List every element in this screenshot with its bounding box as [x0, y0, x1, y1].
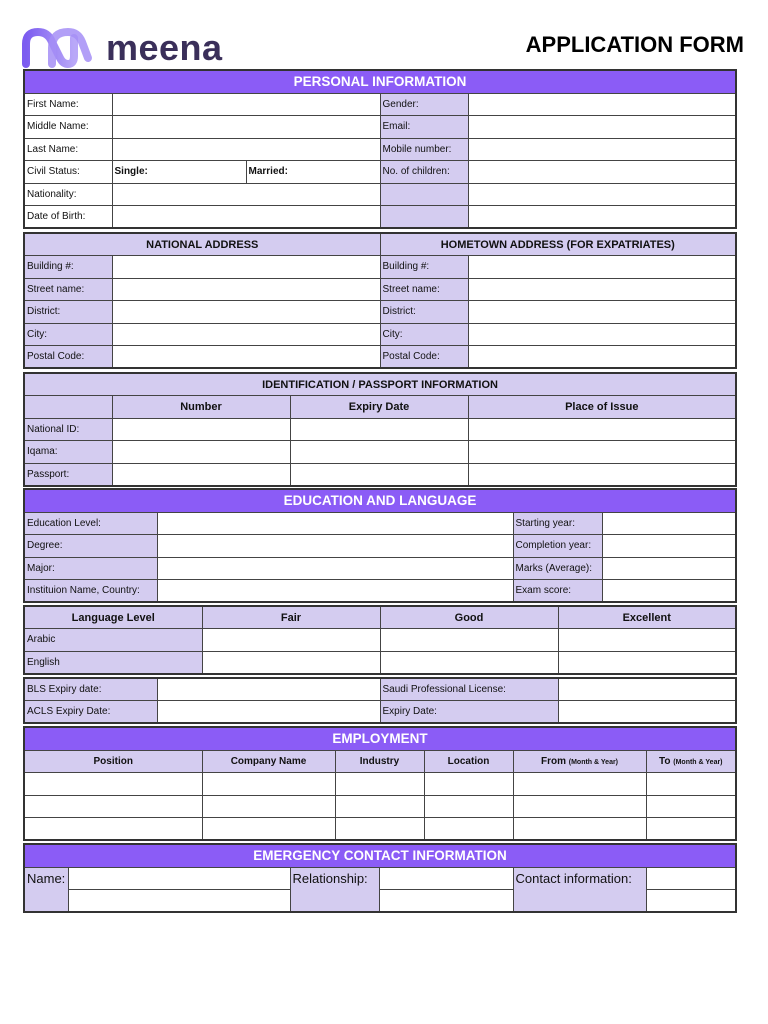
col-expiry-date: Expiry Date — [290, 396, 468, 419]
national-building-field[interactable] — [112, 256, 380, 279]
label-bls-expiry: BLS Expiry date: — [24, 678, 157, 701]
license-expiry-field[interactable] — [558, 701, 736, 724]
label-contact-information: Contact information: — [513, 867, 646, 912]
label-starting-year: Starting year: — [513, 512, 602, 535]
col-place-of-issue: Place of Issue — [468, 396, 736, 419]
label-arabic: Arabic — [24, 629, 202, 652]
children-field[interactable] — [468, 161, 736, 184]
label-first-name: First Name: — [24, 93, 112, 116]
label-last-name: Last Name: — [24, 138, 112, 161]
label-dob: Date of Birth: — [24, 206, 112, 229]
label-relationship: Relationship: — [290, 867, 379, 912]
employment-row — [24, 773, 736, 796]
label-middle-name: Middle Name: — [24, 116, 112, 139]
col-from-label: From — [540, 755, 566, 767]
bls-expiry-field[interactable] — [157, 678, 380, 701]
gender-field[interactable] — [468, 93, 736, 116]
col-location: Location — [424, 750, 513, 773]
national-city-field[interactable] — [112, 323, 380, 346]
label-emergency-name: Name: — [24, 867, 68, 912]
label-email: Email: — [380, 116, 468, 139]
last-name-field[interactable] — [112, 138, 380, 161]
label-national-id: National ID: — [24, 418, 112, 441]
meena-logo — [22, 27, 223, 69]
label-civil-status: Civil Status: — [24, 161, 112, 184]
label-street: Street name: — [24, 278, 112, 301]
contact-field-2[interactable] — [646, 890, 736, 913]
language-table — [23, 605, 737, 675]
relationship-field-2[interactable] — [379, 890, 513, 913]
col-company-name: Company Name — [202, 750, 335, 773]
extra-field[interactable] — [468, 206, 736, 229]
contact-field[interactable] — [646, 867, 736, 890]
completion-year-field[interactable] — [602, 535, 736, 558]
relationship-field[interactable] — [379, 867, 513, 890]
national-street-field[interactable] — [112, 278, 380, 301]
from-field[interactable] — [513, 795, 646, 818]
label-children: No. of children: — [380, 161, 468, 184]
col-from — [513, 750, 646, 773]
national-id-place-field[interactable] — [468, 418, 736, 441]
middle-name-field[interactable] — [112, 116, 380, 139]
page-title: APPLICATION FORM — [525, 32, 744, 57]
logo-mark-icon — [22, 28, 96, 68]
emergency-contact-table — [23, 843, 737, 913]
label-education-level: Education Level: — [24, 512, 157, 535]
label-building: Building #: — [24, 256, 112, 279]
col-number: Number — [112, 396, 290, 419]
english-fair-field[interactable] — [202, 651, 380, 674]
to-field[interactable] — [646, 795, 736, 818]
label-nationality: Nationality: — [24, 183, 112, 206]
section-title-education: EDUCATION AND LANGUAGE — [24, 489, 736, 512]
iqama-expiry-field[interactable] — [290, 441, 468, 464]
col-from-hint: (Month & Year) — [568, 758, 619, 766]
company-field[interactable] — [202, 773, 335, 796]
label-city: City: — [380, 323, 468, 346]
empty-label-cell — [24, 396, 112, 419]
industry-field[interactable] — [335, 818, 424, 841]
hometown-street-field[interactable] — [468, 278, 736, 301]
iqama-number-field[interactable] — [112, 441, 290, 464]
label-city: City: — [24, 323, 112, 346]
label-institution: Instituion Name, Country: — [24, 580, 157, 603]
company-field[interactable] — [202, 818, 335, 841]
label-gender: Gender: — [380, 93, 468, 116]
acls-expiry-field[interactable] — [157, 701, 380, 724]
section-title-employment: EMPLOYMENT — [24, 727, 736, 750]
employment-row — [24, 795, 736, 818]
national-address-header: NATIONAL ADDRESS — [24, 233, 380, 256]
empty-label-cell — [380, 183, 468, 206]
license-table — [23, 677, 737, 724]
position-field[interactable] — [24, 795, 202, 818]
label-degree: Degree: — [24, 535, 157, 558]
education-table — [23, 488, 737, 603]
col-to-label: To — [658, 755, 671, 767]
col-industry: Industry — [335, 750, 424, 773]
to-field[interactable] — [646, 773, 736, 796]
arabic-excellent-field[interactable] — [558, 629, 736, 652]
emergency-name-field[interactable] — [68, 867, 290, 890]
col-good: Good — [380, 606, 558, 629]
label-postal: Postal Code: — [24, 346, 112, 369]
form-header — [22, 22, 744, 70]
label-marks: Marks (Average): — [513, 557, 602, 580]
email-field[interactable] — [468, 116, 736, 139]
hometown-postal-field[interactable] — [468, 346, 736, 369]
label-district: District: — [24, 301, 112, 324]
degree-field[interactable] — [157, 535, 513, 558]
hometown-district-field[interactable] — [468, 301, 736, 324]
hometown-address-header: HOMETOWN ADDRESS (FOR EXPATRIATES) — [380, 233, 736, 256]
position-field[interactable] — [24, 818, 202, 841]
national-postal-field[interactable] — [112, 346, 380, 369]
label-postal: Postal Code: — [380, 346, 468, 369]
english-excellent-field[interactable] — [558, 651, 736, 674]
identification-header: IDENTIFICATION / PASSPORT INFORMATION — [24, 373, 736, 396]
from-field[interactable] — [513, 773, 646, 796]
industry-field[interactable] — [335, 773, 424, 796]
position-field[interactable] — [24, 773, 202, 796]
married-field[interactable]: Married: — [246, 161, 380, 184]
major-field[interactable] — [157, 557, 513, 580]
employment-table — [23, 726, 737, 841]
col-to — [646, 750, 736, 773]
empty-label-cell — [380, 206, 468, 229]
col-excellent: Excellent — [558, 606, 736, 629]
label-mobile: Mobile number: — [380, 138, 468, 161]
extra-field[interactable] — [468, 183, 736, 206]
hometown-building-field[interactable] — [468, 256, 736, 279]
first-name-field[interactable] — [112, 93, 380, 116]
emergency-name-field-2[interactable] — [68, 890, 290, 913]
label-license-expiry: Expiry Date: — [380, 701, 558, 724]
label-completion-year: Completion year: — [513, 535, 602, 558]
exam-score-field[interactable] — [602, 580, 736, 603]
starting-year-field[interactable] — [602, 512, 736, 535]
label-major: Major: — [24, 557, 157, 580]
arabic-good-field[interactable] — [380, 629, 558, 652]
passport-expiry-field[interactable] — [290, 463, 468, 486]
col-to-hint: (Month & Year) — [673, 758, 723, 766]
label-building: Building #: — [380, 256, 468, 279]
national-district-field[interactable] — [112, 301, 380, 324]
label-iqama: Iqama: — [24, 441, 112, 464]
identification-table — [23, 372, 737, 487]
education-level-field[interactable] — [157, 512, 513, 535]
label-district: District: — [380, 301, 468, 324]
english-good-field[interactable] — [380, 651, 558, 674]
saudi-license-field[interactable] — [558, 678, 736, 701]
label-saudi-license: Saudi Professional License: — [380, 678, 558, 701]
company-field[interactable] — [202, 795, 335, 818]
national-id-number-field[interactable] — [112, 418, 290, 441]
dob-field[interactable] — [112, 206, 380, 229]
passport-number-field[interactable] — [112, 463, 290, 486]
section-title-personal: PERSONAL INFORMATION — [24, 70, 736, 93]
location-field[interactable] — [424, 818, 513, 841]
col-language-level: Language Level — [24, 606, 202, 629]
logo-wordmark: meena — [106, 27, 223, 68]
label-street: Street name: — [380, 278, 468, 301]
personal-information-table — [23, 69, 737, 229]
label-english: English — [24, 651, 202, 674]
national-id-expiry-field[interactable] — [290, 418, 468, 441]
employment-row — [24, 818, 736, 841]
label-acls-expiry: ACLS Expiry Date: — [24, 701, 157, 724]
section-title-emergency: EMERGENCY CONTACT INFORMATION — [24, 844, 736, 867]
col-position: Position — [24, 750, 202, 773]
col-fair: Fair — [202, 606, 380, 629]
nationality-field[interactable] — [112, 183, 380, 206]
passport-place-field[interactable] — [468, 463, 736, 486]
address-table — [23, 232, 737, 369]
marks-field[interactable] — [602, 557, 736, 580]
hometown-city-field[interactable] — [468, 323, 736, 346]
location-field[interactable] — [424, 795, 513, 818]
institution-field[interactable] — [157, 580, 513, 603]
single-field[interactable]: Single: — [112, 161, 246, 184]
arabic-fair-field[interactable] — [202, 629, 380, 652]
from-field[interactable] — [513, 818, 646, 841]
iqama-place-field[interactable] — [468, 441, 736, 464]
location-field[interactable] — [424, 773, 513, 796]
label-exam-score: Exam score: — [513, 580, 602, 603]
industry-field[interactable] — [335, 795, 424, 818]
label-passport: Passport: — [24, 463, 112, 486]
mobile-field[interactable] — [468, 138, 736, 161]
to-field[interactable] — [646, 818, 736, 841]
